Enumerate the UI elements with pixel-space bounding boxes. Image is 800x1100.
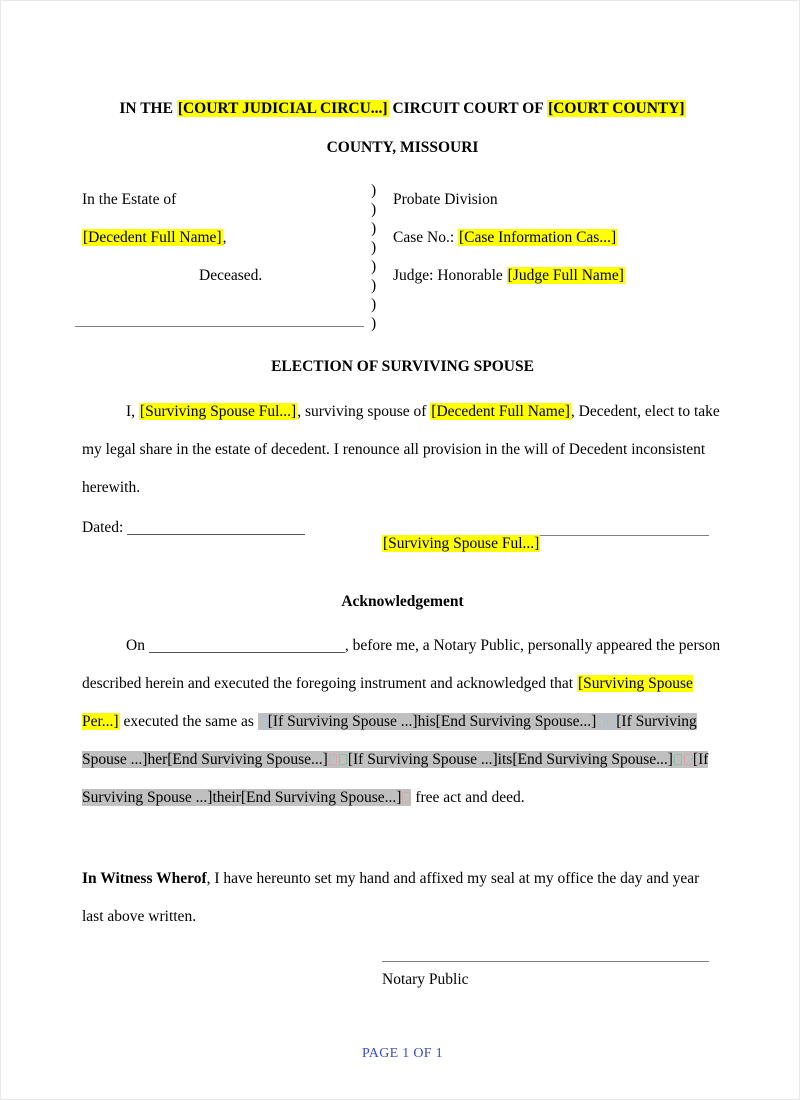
conditional-end-tag-4[interactable]: [End Surviving Spouse...] xyxy=(240,789,402,806)
judge-label: Judge: Honorable xyxy=(393,267,507,284)
caption-paren: ) xyxy=(371,220,377,237)
ack-text-1: , before me, a Notary Public, personally appeared the person described herein and executed the foregoing instrument and acknowledged that xyxy=(82,637,721,692)
caption-bottom-rule xyxy=(75,326,364,327)
caption-paren: ) xyxy=(371,258,377,275)
field-surviving-spouse-full-name[interactable]: [Surviving Spouse Ful...] xyxy=(139,403,297,420)
caption-right-column xyxy=(393,181,723,295)
ack-date-blank-input[interactable] xyxy=(149,652,345,653)
field-marker-box-icon xyxy=(684,754,692,765)
field-surviving-spouse-person[interactable]: [Surviving Spouse Per...] xyxy=(82,675,693,730)
pronoun-their: their xyxy=(212,789,241,806)
field-court-county[interactable]: [COURT COUNTY] xyxy=(548,100,685,117)
signature-name-block xyxy=(382,536,540,552)
notary-public-label: Notary Public xyxy=(382,971,469,988)
field-case-information[interactable]: [Case Information Cas...] xyxy=(459,229,617,246)
caption-paren: ) xyxy=(371,201,377,218)
page-footer: PAGE 1 OF 1 xyxy=(362,1046,443,1061)
field-surviving-spouse-signature[interactable]: [Surviving Spouse Ful...] xyxy=(383,535,540,552)
field-decedent-full-name-body[interactable]: [Decedent Full Name] xyxy=(431,403,570,420)
field-decedent-full-name-caption[interactable]: [Decedent Full Name] xyxy=(83,229,222,246)
field-marker-box-icon xyxy=(607,716,615,727)
election-paragraph xyxy=(82,393,723,507)
acknowledgement-paragraph xyxy=(82,627,723,817)
conditional-end-tag-1[interactable]: [End Surviving Spouse...] xyxy=(435,713,597,730)
field-marker-box-icon xyxy=(329,754,337,765)
conditional-if-tag-1[interactable]: [If Surviving Spouse ...] xyxy=(267,713,418,730)
election-text-2: , surviving spouse of xyxy=(297,403,431,420)
caption-paren: ) xyxy=(371,296,377,313)
caption-case-number xyxy=(393,219,723,257)
conditional-group-his[interactable] xyxy=(258,713,617,730)
field-marker-box-icon xyxy=(259,716,267,727)
dated-label: Dated: xyxy=(82,519,124,536)
caption-paren: ) xyxy=(371,315,377,332)
pronoun-his: his xyxy=(417,713,436,730)
dated-blank-input[interactable] xyxy=(127,534,305,535)
ack-on-label: On xyxy=(126,637,149,654)
caption-decedent-row xyxy=(82,219,367,257)
conditional-end-tag-3[interactable]: [End Surviving Spouse...] xyxy=(512,751,673,768)
caption-deceased: Deceased. xyxy=(199,267,263,284)
title-middle: CIRCUIT COURT OF xyxy=(388,100,548,117)
witness-bold-lead: In Witness Wherof xyxy=(82,870,207,887)
caption-paren-column xyxy=(371,181,391,333)
field-marker-box-icon xyxy=(339,754,347,765)
field-marker-box-icon xyxy=(597,716,605,727)
caption-decedent-comma: , xyxy=(222,229,227,246)
conditional-if-tag-4[interactable]: [If Surviving Spouse ...] xyxy=(82,751,709,806)
caption-paren: ) xyxy=(371,182,377,199)
conditional-group-its[interactable] xyxy=(348,751,693,768)
field-marker-box-icon xyxy=(674,754,682,765)
dated-line xyxy=(82,520,305,536)
caption-paren: ) xyxy=(371,277,377,294)
notary-signature-rule xyxy=(382,961,709,962)
conditional-if-tag-2[interactable]: [If Surviving Spouse ...] xyxy=(82,713,697,768)
conditional-if-tag-3[interactable]: [If Surviving Spouse ...] xyxy=(347,751,498,768)
acknowledgement-heading: Acknowledgement xyxy=(341,593,464,610)
field-court-judicial-circuit[interactable]: [COURT JUDICIAL CIRCU...] xyxy=(177,100,388,117)
conditional-end-tag-2[interactable]: [End Surviving Spouse...] xyxy=(167,751,328,768)
caption-probate-division: Probate Division xyxy=(393,191,498,208)
ack-text-3: free act and deed. xyxy=(411,789,525,806)
witness-paragraph xyxy=(82,860,723,936)
field-judge-full-name[interactable]: [Judge Full Name] xyxy=(507,267,624,284)
pronoun-its: its xyxy=(497,751,513,768)
election-heading: ELECTION OF SURVIVING SPOUSE xyxy=(271,358,534,375)
field-marker-box-icon xyxy=(402,792,410,803)
caption-left-column xyxy=(82,181,367,295)
caption-paren: ) xyxy=(371,239,377,256)
pronoun-her: her xyxy=(147,751,168,768)
case-no-label: Case No.: xyxy=(393,229,459,246)
election-text-1: I, xyxy=(126,403,139,420)
document-title-line-1 xyxy=(82,101,723,117)
witness-text: , I have hereunto set my hand and affixed my seal at my office the day and year last above written. xyxy=(82,870,700,925)
election-text-3: , Decedent, elect to take my legal share in the estate of decedent. I renounce all provision in the will of Decedent inconsistent herewith. xyxy=(82,403,720,496)
document-title-line-2: COUNTY, MISSOURI xyxy=(326,139,479,156)
caption-judge xyxy=(393,257,723,295)
title-prefix: IN THE xyxy=(119,100,177,117)
caption-estate-of: In the Estate of xyxy=(82,191,177,208)
ack-text-2: executed the same as xyxy=(119,713,258,730)
